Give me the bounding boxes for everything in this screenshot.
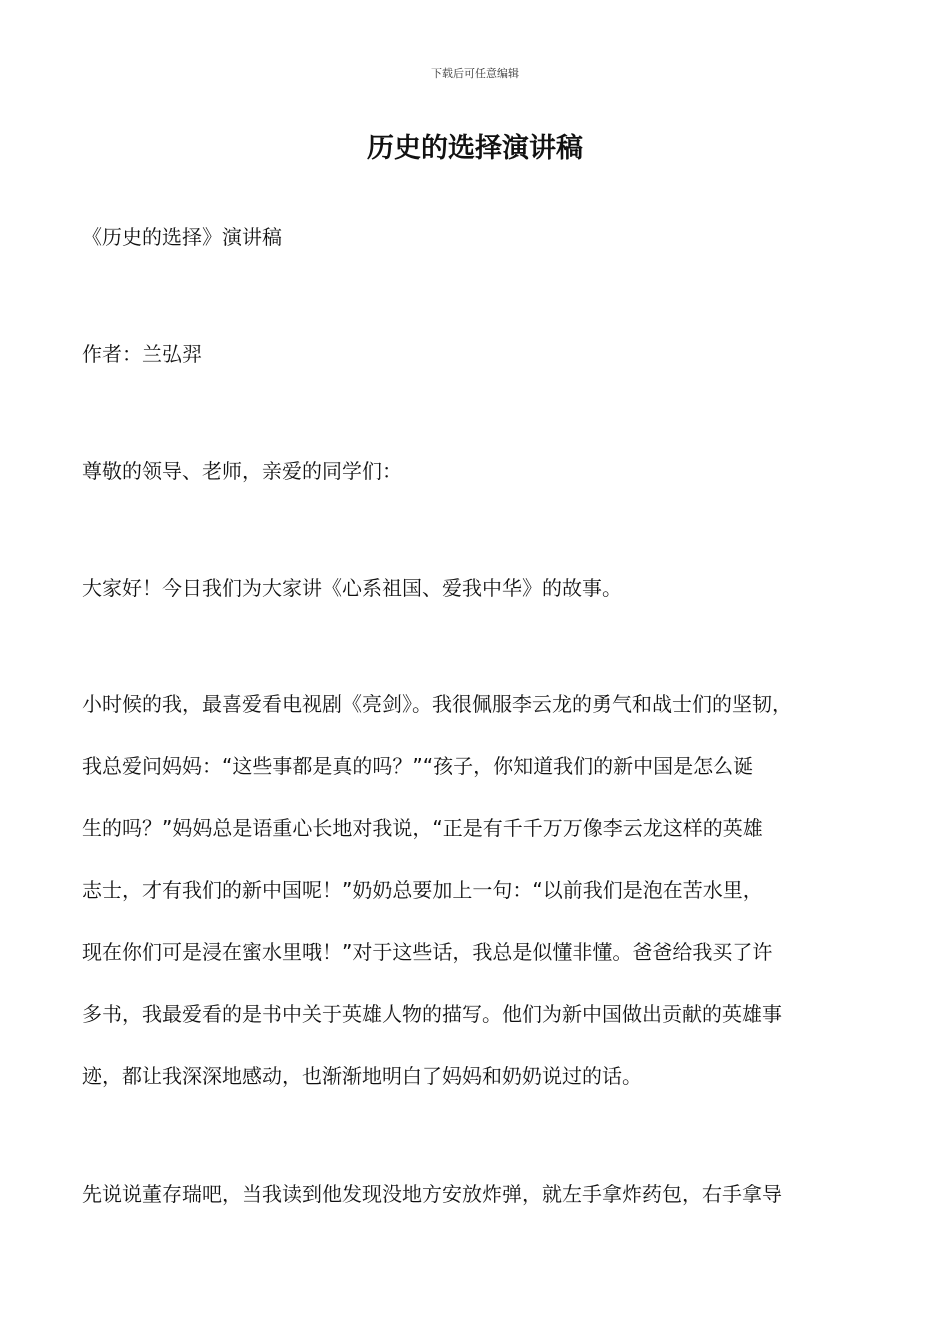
paragraph-line: 现在你们可是浸在蜜水里哦！”对于这些话，我总是似懂非懂。爸爸给我买了许 (82, 940, 773, 964)
paragraph-line: 生的吗？”妈妈总是语重心长地对我说，“正是有千千万万像李云龙这样的英雄 (82, 816, 763, 840)
paragraph-line: 我总爱问妈妈：“这些事都是真的吗？”“孩子，你知道我们的新中国是怎么诞 (82, 754, 754, 778)
paragraph-dong-cunrui: 先说说董存瑞吧，当我读到他发现没地方安放炸弹，就左手拿炸药包，右手拿导 (82, 1182, 782, 1206)
header-note: 下载后可任意编辑 (431, 67, 519, 80)
paragraph-line: 志士，才有我们的新中国呢！”奶奶总要加上一句：“以前我们是泡在苦水里， (82, 878, 763, 902)
speech-subtitle: 《历史的选择》演讲稿 (82, 225, 282, 249)
paragraph-line: 多书，我最爱看的是书中关于英雄人物的描写。他们为新中国做出贡献的英雄事 (82, 1002, 782, 1026)
paragraph-childhood (82, 688, 882, 1122)
paragraph-line: 小时候的我，最喜爱看电视剧《亮剑》。我很佩服李云龙的勇气和战士们的坚韧， (82, 692, 792, 716)
intro-paragraph: 大家好！今日我们为大家讲《心系祖国、爱我中华》的故事。 (82, 576, 622, 600)
greeting: 尊敬的领导、老师，亲爱的同学们： (82, 459, 402, 483)
document-title: 历史的选择演讲稿 (367, 133, 583, 164)
paragraph-line: 迹，都让我深深地感动，也渐渐地明白了妈妈和奶奶说过的话。 (82, 1064, 642, 1088)
author-line: 作者：兰弘羿 (82, 342, 202, 366)
